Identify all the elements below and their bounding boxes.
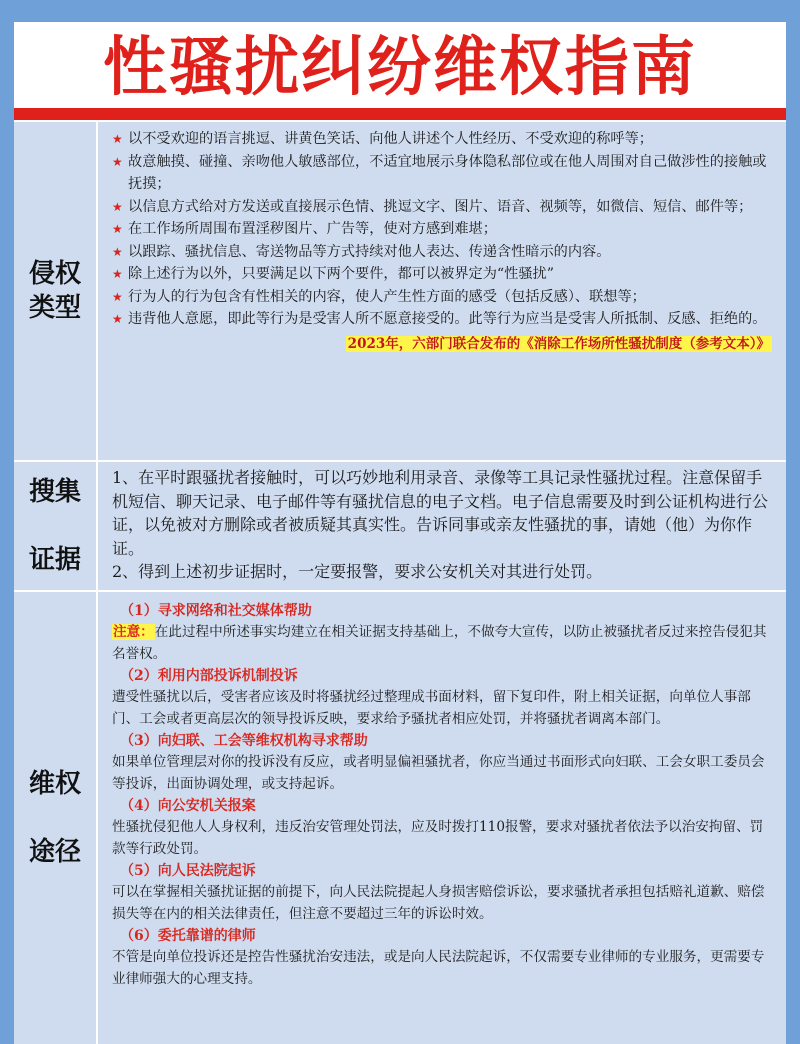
route-text: 遭受性骚扰以后，受害者应该及时将骚扰经过整理成书面材料，留下复印件，附上相关证据，向单位人事部门、工会或者更高层次的领导投诉反映，要求给予骚扰者相应处罚，并将骚扰者调离本部门。 — [112, 689, 751, 727]
routes-list — [100, 592, 786, 1044]
evidence-para-2: 2、得到上述初步证据时，一定要报警，要求公安机关对其进行处罚。 — [112, 562, 603, 581]
list-item: ★ 以跟踪、骚扰信息、寄送物品等方式持续对他人表达、传递含性暗示的内容。 — [112, 241, 774, 264]
list-item: ★ 故意触摸、碰撞、亲吻他人敏感部位，不适宜地展示身体隐私部位或在他人周围对自己做涉性的接触或抚摸； — [112, 151, 774, 196]
list-item: ★ 以不受欢迎的语言挑逗、讲黄色笑话、向他人讲述个人性经历、不受欢迎的称呼等； — [112, 128, 774, 151]
route-heading: （5）向人民法院起诉 — [120, 863, 256, 879]
section-evidence — [14, 460, 786, 590]
list-item: ★ 行为人的行为包含有性相关的内容，使人产生性方面的感受（包括反感）、联想等； — [112, 286, 774, 309]
route-text: 如果单位管理层对你的投诉没有反应，或者明显偏袒骚扰者，你应当通过书面形式向妇联、工会女职工委员会等投诉，出面协调处理，或支持起诉。 — [112, 754, 765, 792]
route-text: 性骚扰侵犯他人人身权利，违反治安管理处罚法，应及时拨打110报警，要求对骚扰者依法予以治安拘留、罚款等行政处罚。 — [112, 819, 764, 857]
types-list — [100, 122, 786, 460]
evidence-para-1: 1、在平时跟骚扰者接触时，可以巧妙地利用录音、录像等工具记录性骚扰过程。注意保留手机短信、聊天记录、电子邮件等有骚扰信息的电子文档。电子信息需要及时到公证机构进行公证，以免被对方删除或者被质疑其真实性。告诉同事或亲友性骚扰的事，请她（他）为你作证。 — [112, 468, 769, 558]
route-heading: （1）寻求网络和社交媒体帮助 — [120, 603, 312, 619]
label-types-line1: 侵权 类型 — [28, 259, 81, 323]
title-underline — [14, 108, 786, 120]
star-icon: ★ — [112, 289, 123, 304]
label-routes: 维权 途径 — [28, 769, 81, 867]
list-item: ★ 除上述行为以外，只要满足以下两个要件，都可以被界定为“性骚扰” — [112, 263, 774, 286]
section-infringement-types — [14, 120, 786, 460]
regulation-highlight: 2023年，六部门联合发布的《消除工作场所性骚扰制度（参考文本）》 — [347, 335, 770, 352]
section-label-routes — [14, 592, 98, 1044]
route-text: 注意：在此过程中所述事实均建立在相关证据支持基础上，不做夸大宣传，以防止被骚扰者反过来控告侵犯其名誉权。 — [112, 624, 767, 662]
header — [14, 22, 786, 120]
star-icon: ★ — [112, 267, 123, 281]
star-icon: ★ — [112, 312, 123, 326]
section-label-evidence — [14, 462, 98, 590]
star-icon: ★ — [112, 244, 123, 259]
star-icon: ★ — [112, 199, 123, 214]
route-heading: （4）向公安机关报案 — [120, 798, 256, 814]
route-heading: （6）委托靠谱的律师 — [120, 928, 256, 944]
route-text: 不管是向单位投诉还是控告性骚扰治安违法，或是向人民法院起诉，不仅需要专业律师的专业服务，更需要专业律师强大的心理支持。 — [112, 949, 765, 987]
page-title: 性骚扰纠纷维权指南 — [103, 31, 697, 105]
guide-poster — [14, 22, 786, 1044]
route-heading: （3）向妇联、工会等维权机构寻求帮助 — [120, 733, 368, 749]
route-text: 可以在掌握相关骚扰证据的前提下，向人民法院提起人身损害赔偿诉讼，要求骚扰者承担包括赔礼道歉、赔偿损失等在内的相关法律责任，但注意不要超过三年的诉讼时效。 — [112, 884, 765, 922]
evidence-text — [100, 462, 786, 590]
route-heading: （2）利用内部投诉机制投诉 — [120, 668, 298, 684]
list-item: ★ 以信息方式给对方发送或直接展示色情、挑逗文字、图片、语音、视频等，如微信、短信、邮件等； — [112, 196, 774, 219]
label-evidence: 搜集 证据 — [28, 477, 81, 575]
star-icon: ★ — [112, 132, 123, 146]
list-item: ★ 在工作场所周围布置淫秽图片、广告等，使对方感到难堪； — [112, 218, 774, 241]
section-remedies — [14, 590, 786, 1044]
star-icon: ★ — [112, 222, 123, 236]
section-label-types — [14, 122, 98, 460]
star-icon: ★ — [112, 154, 123, 169]
list-item: ★ 违背他人意愿，即此等行为是受害人所不愿意接受的。此等行为应当是受害人所抵制、反感、拒绝的。 — [112, 308, 774, 331]
note-tag: 注意： — [113, 624, 154, 640]
